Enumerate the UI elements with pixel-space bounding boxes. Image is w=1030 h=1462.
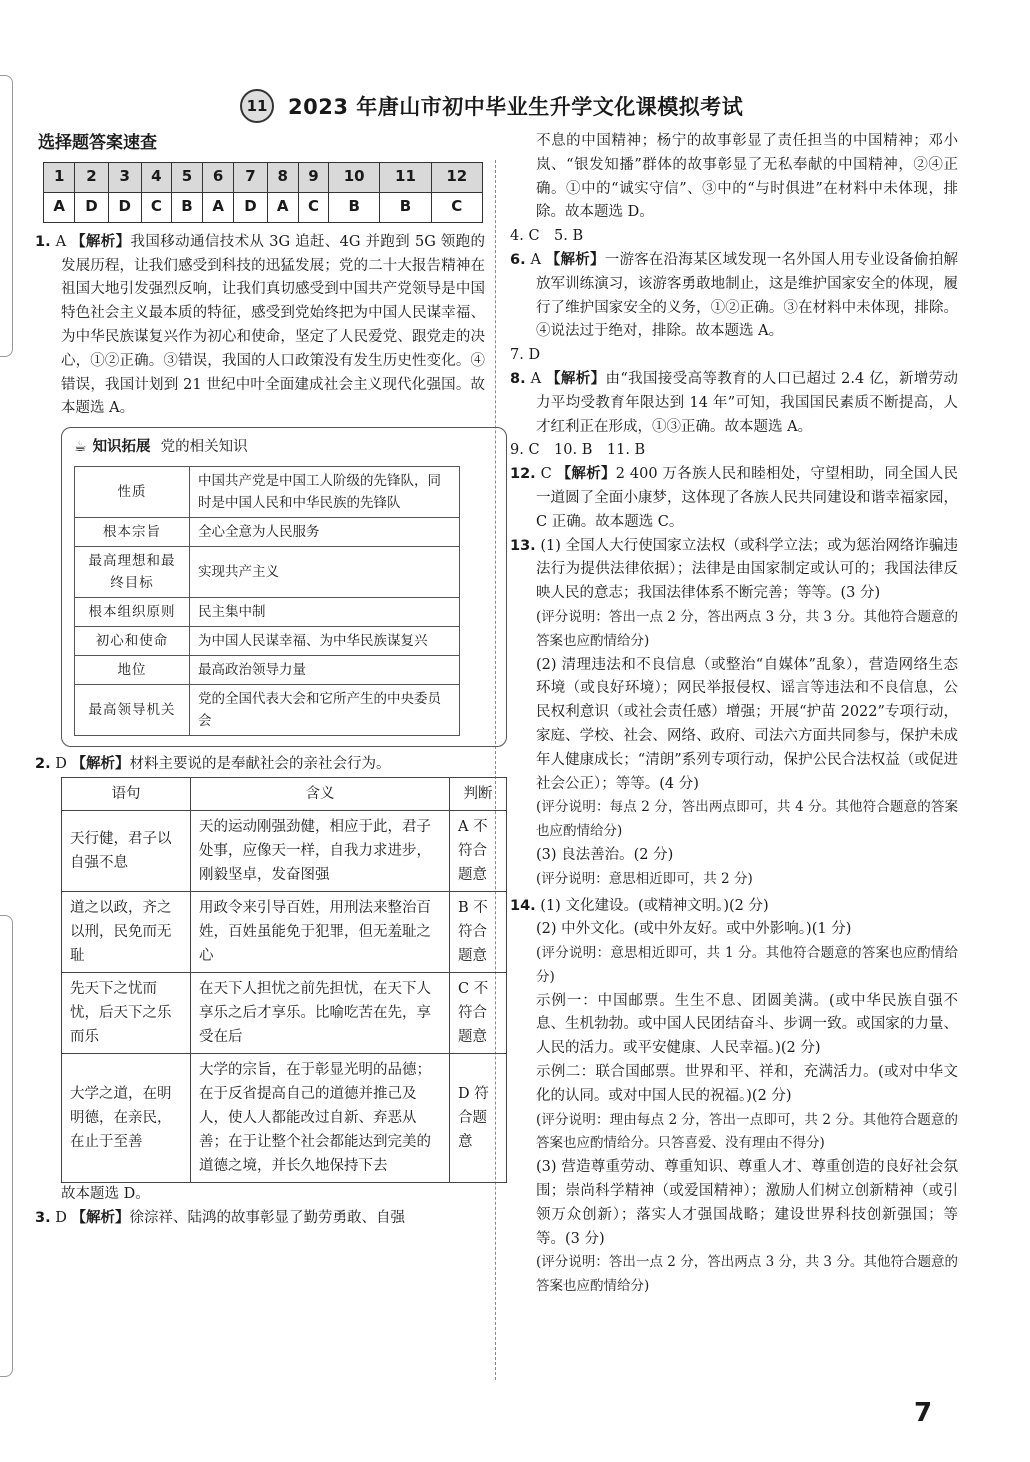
meaning-cell: 在天下人担忧之前先担忧，在天下人享乐之后才享乐。比喻吃苦在先，享受在后 bbox=[191, 972, 450, 1053]
scoring-note: (评分说明：意思相近即可，共 2 分) bbox=[536, 870, 753, 887]
question-6: 6. A 【解析】一游客在沿海某区域发现一名外国人用专业设备偷拍解放军训练演习，该游客勇敢地制止，这是维护国家安全的体现，履行了维护国家安全的义务，①②正确。③在材料中未体现，排除。④说法过于绝对，排除。故本题选 A。 bbox=[510, 251, 959, 340]
answer-letter-cell: B bbox=[329, 192, 380, 222]
answer-letter-cell: A bbox=[44, 192, 75, 222]
meaning-cell: 大学的宗旨，在于彰显光明的品德；在于反省提高自己的道德并推己及人，使人人都能改过自新、弃恶从善；在于让整个社会都能达到完美的道德之境，并长久地保持下去 bbox=[191, 1053, 450, 1182]
meaning-cell: 天的运动刚强劲健，相应于此，君子处事，应像天一样，自我力求进步，刚毅坚卓，发奋图强 bbox=[191, 810, 450, 891]
page-number: 7 bbox=[914, 1398, 933, 1428]
answer-number-cell: 12 bbox=[431, 162, 482, 192]
table-row bbox=[62, 1053, 507, 1182]
sentence-cell: 先天下之忧而忧，后天下之乐而乐 bbox=[62, 972, 191, 1053]
answer-letter-cell: C bbox=[431, 192, 482, 222]
knowledge-row bbox=[75, 517, 460, 546]
answer-letter-cell: B bbox=[171, 192, 202, 222]
knowledge-key: 根本宗旨 bbox=[75, 517, 190, 546]
knowledge-row bbox=[75, 597, 460, 626]
right-column bbox=[508, 130, 958, 1299]
table-header-cell: 语句 bbox=[62, 777, 191, 810]
table-row bbox=[62, 972, 507, 1053]
knowledge-key: 最高理想和最终目标 bbox=[75, 546, 190, 597]
answer-number-cell: 2 bbox=[75, 162, 108, 192]
judgement-cell: B 不符合题意 bbox=[450, 891, 507, 972]
question-13-part-2: (2) 清理违法和不良信息（或整治“自媒体”乱象），营造网络生态环境（或良好环境）；网民举报侵权、谣言等违法和不良信息，公民权利意识（或社会责任感）增强；开展“护苗 2022”专项行动，家庭、学校、社会、网络、政府、司法六方面共同参与，保护未成年人健康成长；“清朗”系列专项行动，保护公民合法权益（或促进社会公正）；等等。(4 分) bbox=[536, 656, 958, 792]
answer-number-cell: 10 bbox=[329, 162, 380, 192]
sentence-cell: 道之以政，齐之以刑，民免而无耻 bbox=[62, 891, 191, 972]
knowledge-value: 为中国人民谋幸福、为中华民族谋复兴 bbox=[190, 626, 460, 655]
knowledge-box bbox=[61, 427, 507, 747]
answer-letter-cell: A bbox=[202, 192, 233, 222]
answer-letter-cell: D bbox=[75, 192, 108, 222]
judgement-cell: C 不符合题意 bbox=[450, 972, 507, 1053]
knowledge-row bbox=[75, 546, 460, 597]
answer-number-cell: 7 bbox=[234, 162, 267, 192]
knowledge-row bbox=[75, 466, 460, 517]
scoring-note: (评分说明：答出一点 2 分，答出两点 3 分，共 3 分。其他符合题意的答案也应酌情给分) bbox=[536, 608, 958, 649]
knowledge-value: 中国共产党是中国工人阶级的先锋队，同时是中国人民和中华民族的先锋队 bbox=[190, 466, 460, 517]
knowledge-row bbox=[75, 626, 460, 655]
question-2-conclusion: 故本题选 D。 bbox=[61, 1185, 150, 1202]
knowledge-value: 全心全意为人民服务 bbox=[190, 517, 460, 546]
knowledge-key: 性质 bbox=[75, 466, 190, 517]
answer-letter-cell: C bbox=[141, 192, 171, 222]
question-13-part-3: (3) 良法善治。(2 分) bbox=[536, 846, 674, 863]
test-number-badge: 11 bbox=[240, 89, 274, 123]
teacup-icon: ☕ bbox=[74, 439, 87, 456]
answer-number-cell: 6 bbox=[202, 162, 233, 192]
table-header-cell: 含义 bbox=[191, 777, 450, 810]
answer-number-cell: 5 bbox=[171, 162, 202, 192]
question-14: 14. (1) 文化建设。(或精神文明。)(2 分) bbox=[510, 897, 769, 914]
question-2: 2. D 【解析】材料主要说的是奉献社会的亲社会行为。 bbox=[35, 755, 391, 772]
answer-check-title: 选择题答案速查 bbox=[38, 133, 157, 153]
judgement-cell: D 符合题意 bbox=[450, 1053, 507, 1182]
question-9-11: 9. C 10. B 11. B bbox=[510, 442, 646, 459]
answer-table bbox=[43, 162, 483, 223]
sentence-cell: 大学之道，在明明德，在亲民，在止于至善 bbox=[62, 1053, 191, 1182]
sentence-table bbox=[61, 777, 507, 1183]
question-14-part-2: (2) 中外文化。(或中外友好。或中外影响。)(1 分) bbox=[536, 921, 852, 938]
scoring-note: (评分说明：意思相近即可，共 1 分。其他符合题意的答案也应酌情给分) bbox=[536, 945, 958, 985]
question-12: 12. C 【解析】2 400 万各族人民和睦相处，守望相助，同全国人民一道圆了全面小康梦，这体现了各族人民共同建设和谐幸福家园，C 正确。故本题选 C。 bbox=[510, 466, 959, 530]
question-7: 7. D bbox=[510, 347, 541, 364]
meaning-cell: 用政令来引导百姓，用刑法来整治百姓，百姓虽能免于犯罪，但无羞耻之心 bbox=[191, 891, 450, 972]
table-row bbox=[62, 810, 507, 891]
sentence-cell: 天行健，君子以自强不息 bbox=[62, 810, 191, 891]
table-header-cell: 判断 bbox=[450, 777, 507, 810]
question-13: 13. (1) 全国人大行使国家立法权（或科学立法；或为惩治网络诈骗违法行为提供法律依据）；法律是由国家制定或认可的；我国法律反映人民的意志；我国法律体系不断完善；等等。(3 分) bbox=[510, 537, 958, 602]
knowledge-value: 实现共产主义 bbox=[190, 546, 460, 597]
knowledge-key: 初心和使命 bbox=[75, 626, 190, 655]
scoring-note: (评分说明：理由每点 2 分，答出一点即可，共 2 分。其他符合题意的答案也应酌情给分。只答喜爱、没有理由不得分) bbox=[536, 1111, 958, 1152]
question-3: 3. D 【解析】徐淙祥、陆鸿的故事彰显了勤劳勇敢、自强 bbox=[35, 1209, 405, 1226]
question-3-continued: 不息的中国精神；杨宁的故事彰显了责任担当的中国精神；邓小岚、“银发知播”群体的故事彰显了无私奉献的中国精神，②④正确。①中的“诚实守信”、③中的“与时俱进”在材料中未体现，排除。故本题选 D。 bbox=[536, 133, 958, 221]
question-14-part-3: (3) 营造尊重劳动、尊重知识、尊重人才、尊重创造的良好社会氛围；崇尚科学精神（或爱国精神）；激励人们树立创新精神（或引领万众创新）；落实人才强国战略；建设世界科技创新强国；等等。(3 分) bbox=[536, 1159, 958, 1247]
question-4-5: 4. C 5. B bbox=[510, 228, 584, 245]
knowledge-value: 党的全国代表大会和它所产生的中央委员会 bbox=[190, 684, 460, 735]
answer-letter-cell: D bbox=[108, 192, 141, 222]
knowledge-key: 地位 bbox=[75, 655, 190, 684]
answer-number-cell: 1 bbox=[44, 162, 75, 192]
knowledge-key: 最高领导机关 bbox=[75, 684, 190, 735]
question-8: 8. A 【解析】由“我国接受高等教育的人口已超过 2.4 亿，新增劳动力平均受教育年限达到 14 年”可知，我国国民素质不断提高，人才红利正在形成，①③正确。故本题选 A。 bbox=[510, 370, 959, 435]
knowledge-table bbox=[74, 466, 460, 736]
answer-number-cell: 4 bbox=[141, 162, 171, 192]
answer-letter-cell: C bbox=[298, 192, 328, 222]
answer-number-cell: 8 bbox=[267, 162, 298, 192]
judgement-cell: A 不符合题意 bbox=[450, 810, 507, 891]
page-title: 2023 年唐山市初中毕业生升学文化课模拟考试 bbox=[288, 95, 744, 119]
scoring-note: (评分说明：每点 2 分，答出两点即可，共 4 分。其他符合题意的答案也应酌情给分) bbox=[536, 799, 958, 840]
knowledge-row bbox=[75, 655, 460, 684]
example-2: 示例二：联合国邮票。世界和平、祥和，充满活力。(或对中华文化的认同。或对中国人民的祝福。)(2 分) bbox=[536, 1064, 958, 1104]
scoring-note: (评分说明：答出一点 2 分，答出两点 3 分，共 3 分。其他符合题意的答案也应酌情给分) bbox=[536, 1254, 958, 1295]
table-header-row bbox=[62, 777, 507, 810]
table-row bbox=[62, 891, 507, 972]
answer-letter-cell: A bbox=[267, 192, 298, 222]
knowledge-heading: ☕ 知识拓展 党的相关知识 bbox=[74, 436, 494, 460]
answer-number-cell: 9 bbox=[298, 162, 328, 192]
page-edge-tab bbox=[0, 75, 13, 357]
answer-letter-cell: D bbox=[234, 192, 267, 222]
answer-number-cell: 3 bbox=[108, 162, 141, 192]
page-header bbox=[240, 88, 800, 124]
answer-number-cell: 11 bbox=[380, 162, 431, 192]
knowledge-key: 根本组织原则 bbox=[75, 597, 190, 626]
question-1: 1. A 【解析】我国移动通信技术从 3G 追赶、4G 并跑到 5G 领跑的发展历程，让我们感受到科技的迅猛发展；党的二十大报告精神在祖国大地引发强烈反响，让我们真切感受到中国共产党领导是中国特色社会主义最本质的特征，感受到党始终把为中国人民谋幸福、为中华民族谋复兴作为初心和使命，坚定了人民爱党、跟党走的决心，①②正确。③错误，我国的人口政策没有发生历史性变化。④错误，我国计划到 21 世纪中叶全面建成社会主义现代化强国。故本题选 A。 bbox=[35, 233, 486, 417]
knowledge-value: 民主集中制 bbox=[190, 597, 460, 626]
left-column bbox=[33, 130, 493, 1230]
example-1: 示例一：中国邮票。生生不息、团圆美满。(或中华民族自强不息、生机勃勃。或中国人民团结奋斗、步调一致。或国家的力量、人民的活力。或平安健康、人民幸福。)(2 分) bbox=[536, 992, 958, 1057]
knowledge-row bbox=[75, 684, 460, 735]
column-divider bbox=[495, 160, 496, 1380]
knowledge-value: 最高政治领导力量 bbox=[190, 655, 460, 684]
answer-letter-cell: B bbox=[380, 192, 431, 222]
page-edge-tab bbox=[0, 915, 13, 1377]
